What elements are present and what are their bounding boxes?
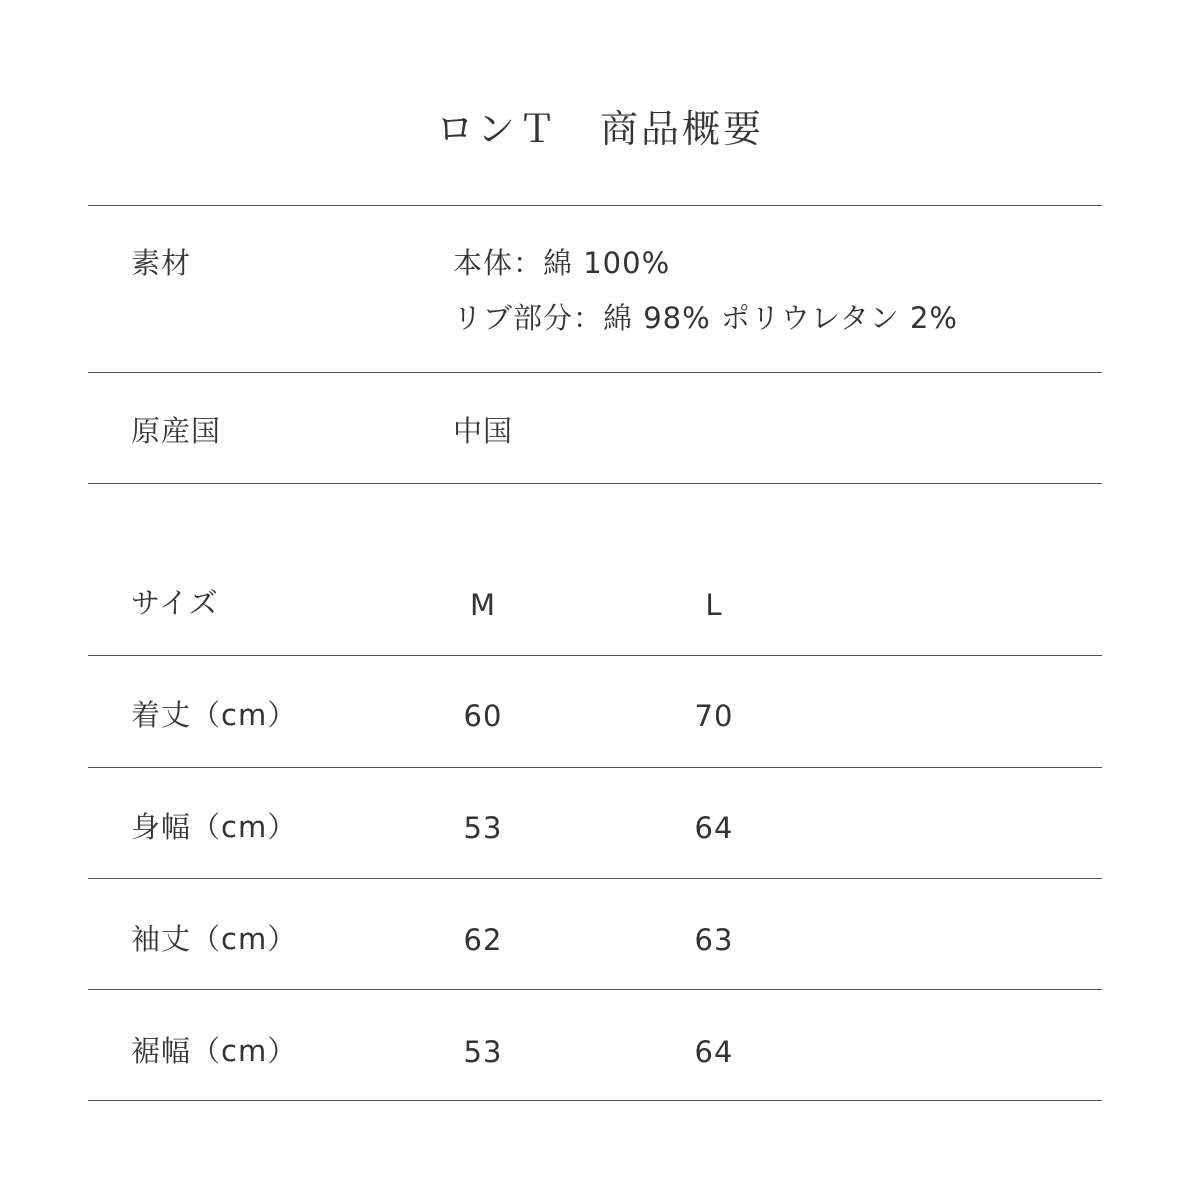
divider — [88, 483, 1102, 484]
row-label-width: 身幅（cm） — [131, 810, 298, 844]
size-header-l: L — [705, 588, 723, 622]
divider — [88, 372, 1102, 373]
row-value-length-l: 70 — [694, 699, 734, 733]
row-value-length-m: 60 — [463, 699, 503, 733]
row-value-hem-m: 53 — [463, 1035, 503, 1069]
row-value-hem-l: 64 — [694, 1035, 734, 1069]
divider — [88, 205, 1102, 206]
page-title: ロンＴ 商品概要 — [435, 107, 764, 151]
divider — [88, 989, 1102, 990]
divider — [88, 655, 1102, 656]
row-value-sleeve-l: 63 — [694, 923, 734, 957]
origin-value: 中国 — [453, 414, 514, 448]
material-label: 素材 — [131, 246, 192, 280]
row-label-length: 着丈（cm） — [131, 698, 298, 732]
size-header-label: サイズ — [131, 586, 219, 620]
row-label-sleeve: 袖丈（cm） — [131, 922, 298, 956]
divider — [88, 878, 1102, 879]
divider — [88, 1100, 1102, 1101]
row-value-width-m: 53 — [463, 811, 503, 845]
material-line-rib: リブ部分：綿 98% ポリウレタン 2% — [453, 301, 958, 335]
row-label-hem: 裾幅（cm） — [131, 1034, 298, 1068]
divider — [88, 767, 1102, 768]
material-line-body: 本体：綿 100% — [453, 246, 671, 280]
size-header-m: M — [469, 588, 497, 622]
origin-label: 原産国 — [131, 414, 222, 448]
row-value-width-l: 64 — [694, 811, 734, 845]
row-value-sleeve-m: 62 — [463, 923, 503, 957]
